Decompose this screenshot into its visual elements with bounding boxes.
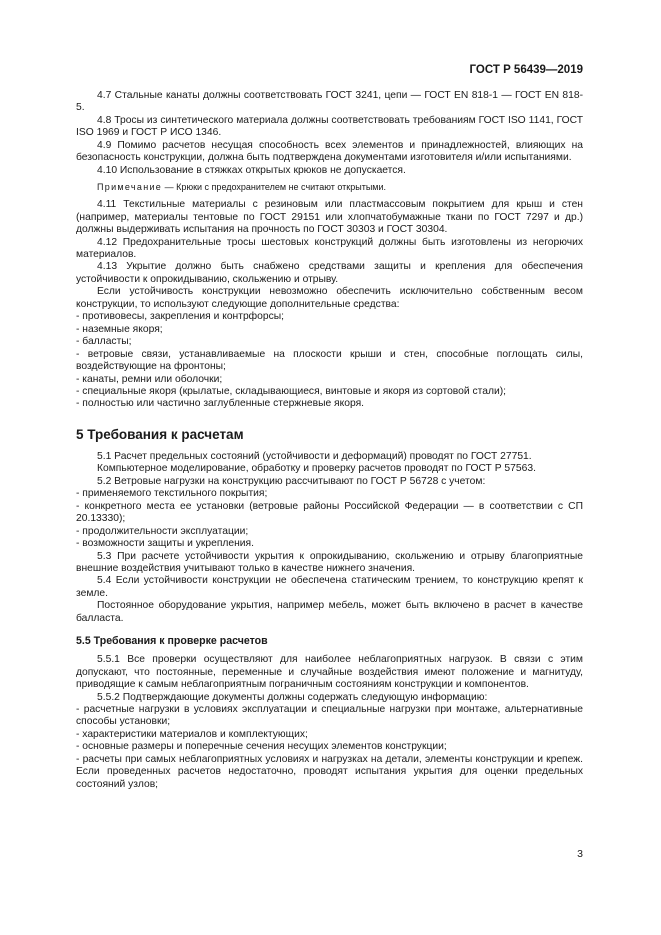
clause-4-8: 4.8 Тросы из синтетического материала должны соответствовать требованиям ГОСТ ISO 1141, ГОСТ ISO 1969 и ГОСТ Р ИСО 1346. [76, 114, 583, 139]
clause-4-12: 4.12 Предохранительные тросы шестовых конструкций должны быть изготовлены из негорючих материалов. [76, 236, 583, 260]
list-item: - полностью или частично заглубленные стержневые якоря. [76, 398, 365, 410]
list-item: - продолжительности эксплуатации; [76, 525, 249, 537]
subsection-5-5-heading: 5.5 Требования к проверке расчетов [76, 635, 268, 648]
list-item: - канаты, ремни или оболочки; [76, 373, 223, 385]
clause-5-1: 5.1 Расчет предельных состояний (устойчивости и деформаций) проводят по ГОСТ 27751. [97, 450, 532, 462]
clause-4-13: 4.13 Укрытие должно быть снабжено средствами защиты и крепления для обеспечения устойчивости к опрокидыванию, скольжению и отрыву. [76, 261, 583, 285]
list-item: - расчетные нагрузки в условиях эксплуатации и специальные нагрузки при монтаже, альтернативные способы установки; [76, 704, 583, 728]
clause-4-13-continuation: Если устойчивость конструкции невозможно обеспечить исключительно собственным весом конструкции, то используют следующие дополнительные средства: [76, 286, 583, 310]
clause-5-5-2: 5.5.2 Подтверждающие документы должны содержать следующую информацию: [97, 691, 488, 703]
clause-5-1-continuation: Компьютерное моделирование, обработку и проверку расчетов проводят по ГОСТ Р 57563. [97, 463, 536, 475]
note-label: Примечание [97, 182, 163, 193]
list-item: - расчеты при самых неблагоприятных условиях и нагрузках на детали, элементы конструкции и крепеж. Если проведенных расчетов недостаточно, проводят испытания укрытия для оценки предельных состояний узлов; [76, 753, 583, 790]
list-item: - характеристики материалов и комплектующих; [76, 728, 308, 740]
clause-4-10: 4.10 Использование в стяжках открытых крюков не допускается. [97, 164, 406, 176]
list-item: - наземные якоря; [76, 323, 163, 335]
clause-4-7: 4.7 Стальные канаты должны соответствовать ГОСТ 3241, цепи — ГОСТ EN 818-1 — ГОСТ EN 818-5. [76, 90, 583, 114]
section-5-heading: 5 Требования к расчетам [76, 426, 244, 442]
clause-5-2: 5.2 Ветровые нагрузки на конструкцию рассчитывают по ГОСТ Р 56728 с учетом: [97, 475, 486, 487]
clause-5-4: 5.4 Если устойчивости конструкции не обеспечена статическим трением, то конструкцию крепят к земле. [76, 575, 583, 599]
list-item: - применяемого текстильного покрытия; [76, 488, 268, 500]
note [76, 182, 583, 193]
clause-4-11: 4.11 Текстильные материалы с резиновым или пластмассовым покрытием для крыш и стен (например, материалы тентовые по ГОСТ 29151 или хлопчатобумажные ткани по ГОСТ 7297 и др.) должны выдерживать испытания на прочность по ГОСТ 30303 и ГОСТ 30304. [76, 199, 583, 236]
clause-4-9: 4.9 Помимо расчетов несущая способность всех элементов и принадлежностей, влияющих на безопасность конструкции, должна быть подтверждена документами изготовителя и/или испытаниями. [76, 139, 583, 164]
list-item: - конкретного места ее установки (ветровые районы Российской Федерации — в соответствии с СП 20.13330); [76, 500, 583, 525]
note-text: — Крюки с предохранителем не считают открытыми. [162, 182, 387, 193]
clause-5-5-1: 5.5.1 Все проверки осуществляют для наиболее неблагоприятных нагрузок. В связи с этим допускают, что постоянные, переменные и случайные воздействия имеют положение и магнитуду, приводящие к самым неблагоприятным пограничным состояниям конструкции и компонентов. [76, 654, 583, 691]
list-item: - специальные якоря (крылатые, складывающиеся, винтовые и якоря из сортовой стали); [76, 385, 507, 397]
clause-5-3: 5.3 При расчете устойчивости укрытия к опрокидыванию, скольжению и отрыву благоприятные внешние воздействия учитывают только в качестве нижнего значения. [76, 550, 583, 574]
list-item: - противовесы, закрепления и контрфорсы; [76, 311, 285, 323]
list-item: - балласты; [76, 336, 132, 348]
clause-5-4-continuation: Постоянное оборудование укрытия, например мебель, может быть включено в расчет в качестве балласта. [76, 600, 583, 624]
list-item: - основные размеры и поперечные сечения несущих элементов конструкции; [76, 741, 447, 753]
list-item: - возможности защиты и укрепления. [76, 538, 254, 550]
page-number: 3 [577, 848, 583, 860]
document-code-header: ГОСТ Р 56439—2019 [469, 64, 583, 76]
body-text [76, 90, 583, 791]
list-item: - ветровые связи, устанавливаемые на плоскости крыши и стен, способные поглощать силы, воздействующие на фронтоны; [76, 348, 583, 373]
